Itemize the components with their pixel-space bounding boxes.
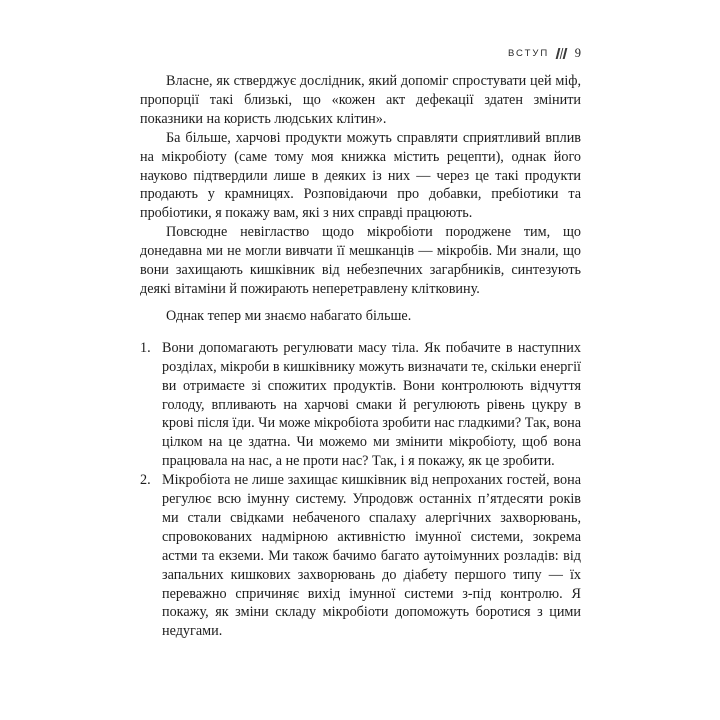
list-item-number: 2. (140, 472, 151, 489)
paragraph: Ба більше, харчові продукти можуть справляти сприятливий вплив на мікробіоту (саме тому моя книжка містить рецепти), однак його науково підтвердили лише в деяких із них — через це такі продукти продають у крамницях. Розповідаючи про добавки, пребіотики та пробіотики, я покажу вам, які з них справді працюють. (140, 129, 581, 222)
paragraph: Однак тепер ми знаємо набагато більше. (166, 307, 412, 324)
list-item (140, 339, 581, 471)
paragraph: Власне, як стверджує дослідник, який допоміг спростувати цей міф, пропорції такі близькі, що «кожен акт дефекації здатен змінити показники на користь людських клітин». (140, 73, 581, 127)
triple-bar-separator-icon (556, 48, 567, 59)
paragraph: Повсюдне невігластво щодо мікробіоти породжене тим, що донедавна ми не могли вивчати її мешканців — мікробів. Ми знали, що вони захищають кишківник від небезпечних загарбників, синтезують деякі вітаміни й пожирають неперетравлену клітковину. (140, 224, 581, 297)
numbered-list (140, 339, 581, 642)
list-item (140, 471, 581, 641)
page-header (508, 46, 581, 61)
text-block (140, 72, 581, 641)
list-item-number: 1. (140, 339, 151, 356)
list-item-text: Вони допомагають регулювати масу тіла. Як побачите в наступних розділах, мікроби в кишківнику можуть визначати те, скільки енергії ви отримаєте зі спожитих продуктів. Вони контролюють відчуття голоду, впливають на харчові смаки й регулюють рівень цукру в крові після їди. Чи може мікробіота зробити нас гладкими? Так, вона цілком на це здатна. Чи можемо ми змінити мікробіоту, щоб вона працювала на нас, а не проти нас? Так, і я покажу, як це зробити. (162, 339, 581, 470)
chapter-title: ВСТУП (508, 48, 550, 59)
page-number: 9 (574, 46, 581, 60)
list-item-text: Мікробіота не лише захищає кишківник від непроханих гостей, вона регулює всю імунну систему. Упродовж останніх п’ятдесяти років ми стали свідками небаченого спалаху алергічних захворювань, спровокованих надмірною активністю імунної системи, зокрема астми та екземи. Ми також бачимо багато аутоімунних розладів: від запальних кишкових захворювань до діабету першого типу — їх переважно спричиняє вихід імунної системи з-під контролю. Я покажу, як зміни складу мікробіоти допоможуть боротися з цими недугами. (162, 472, 581, 640)
